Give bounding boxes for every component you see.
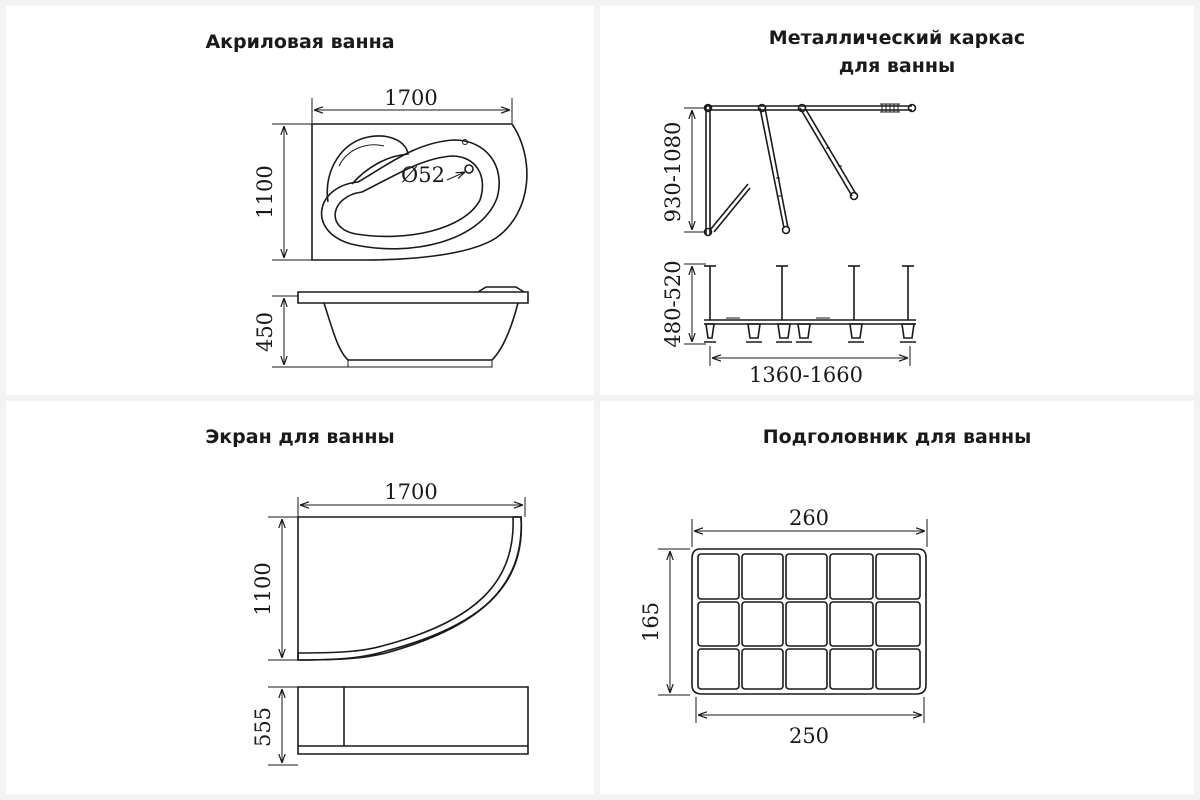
drain-icon [465,165,473,173]
headrest-bottom-width-label: 250 [788,724,830,748]
panel-title: Акриловая ванна [205,31,395,53]
screen-front-view [298,687,528,754]
frame-leg-label: 480-520 [661,260,685,348]
panel-title: Экран для ванны [205,426,395,448]
bath-side-body [324,303,518,360]
acrylic-bath-drawing [6,6,594,395]
headrest-drawing [600,401,1194,794]
headrest-height-label: 165 [639,601,663,643]
panel-bath-screen [6,401,594,794]
frame-height-label: 930-1080 [661,121,685,223]
metal-frame-drawing [600,6,1194,395]
panel-metal-frame [600,6,1194,395]
drain-diameter-label: Ø52 [401,163,445,187]
bath-depth-label: 1100 [253,165,277,219]
bath-screen-drawing [6,401,594,794]
frame-side-view [704,266,916,342]
bath-backrest [327,136,408,202]
screen-depth-label: 1100 [251,562,275,616]
panel-title: Металлический каркас для ванны [768,27,1026,77]
panel-headrest [600,401,1194,794]
headrest-top-width-label: 260 [788,506,830,530]
screen-height-label: 555 [251,706,275,748]
panel-title: Подголовник для ванны [762,426,1032,448]
headrest-pillow [692,549,926,694]
panel-acrylic-bath [6,6,594,395]
frame-length-label: 1360-1660 [749,363,863,387]
bath-height-label: 450 [253,311,277,353]
screen-width-label: 1700 [384,480,438,504]
frame-upper-view [705,104,916,236]
bath-side-rim [298,292,528,303]
bath-top-outline [312,124,527,260]
bath-width-label: 1700 [384,86,438,110]
